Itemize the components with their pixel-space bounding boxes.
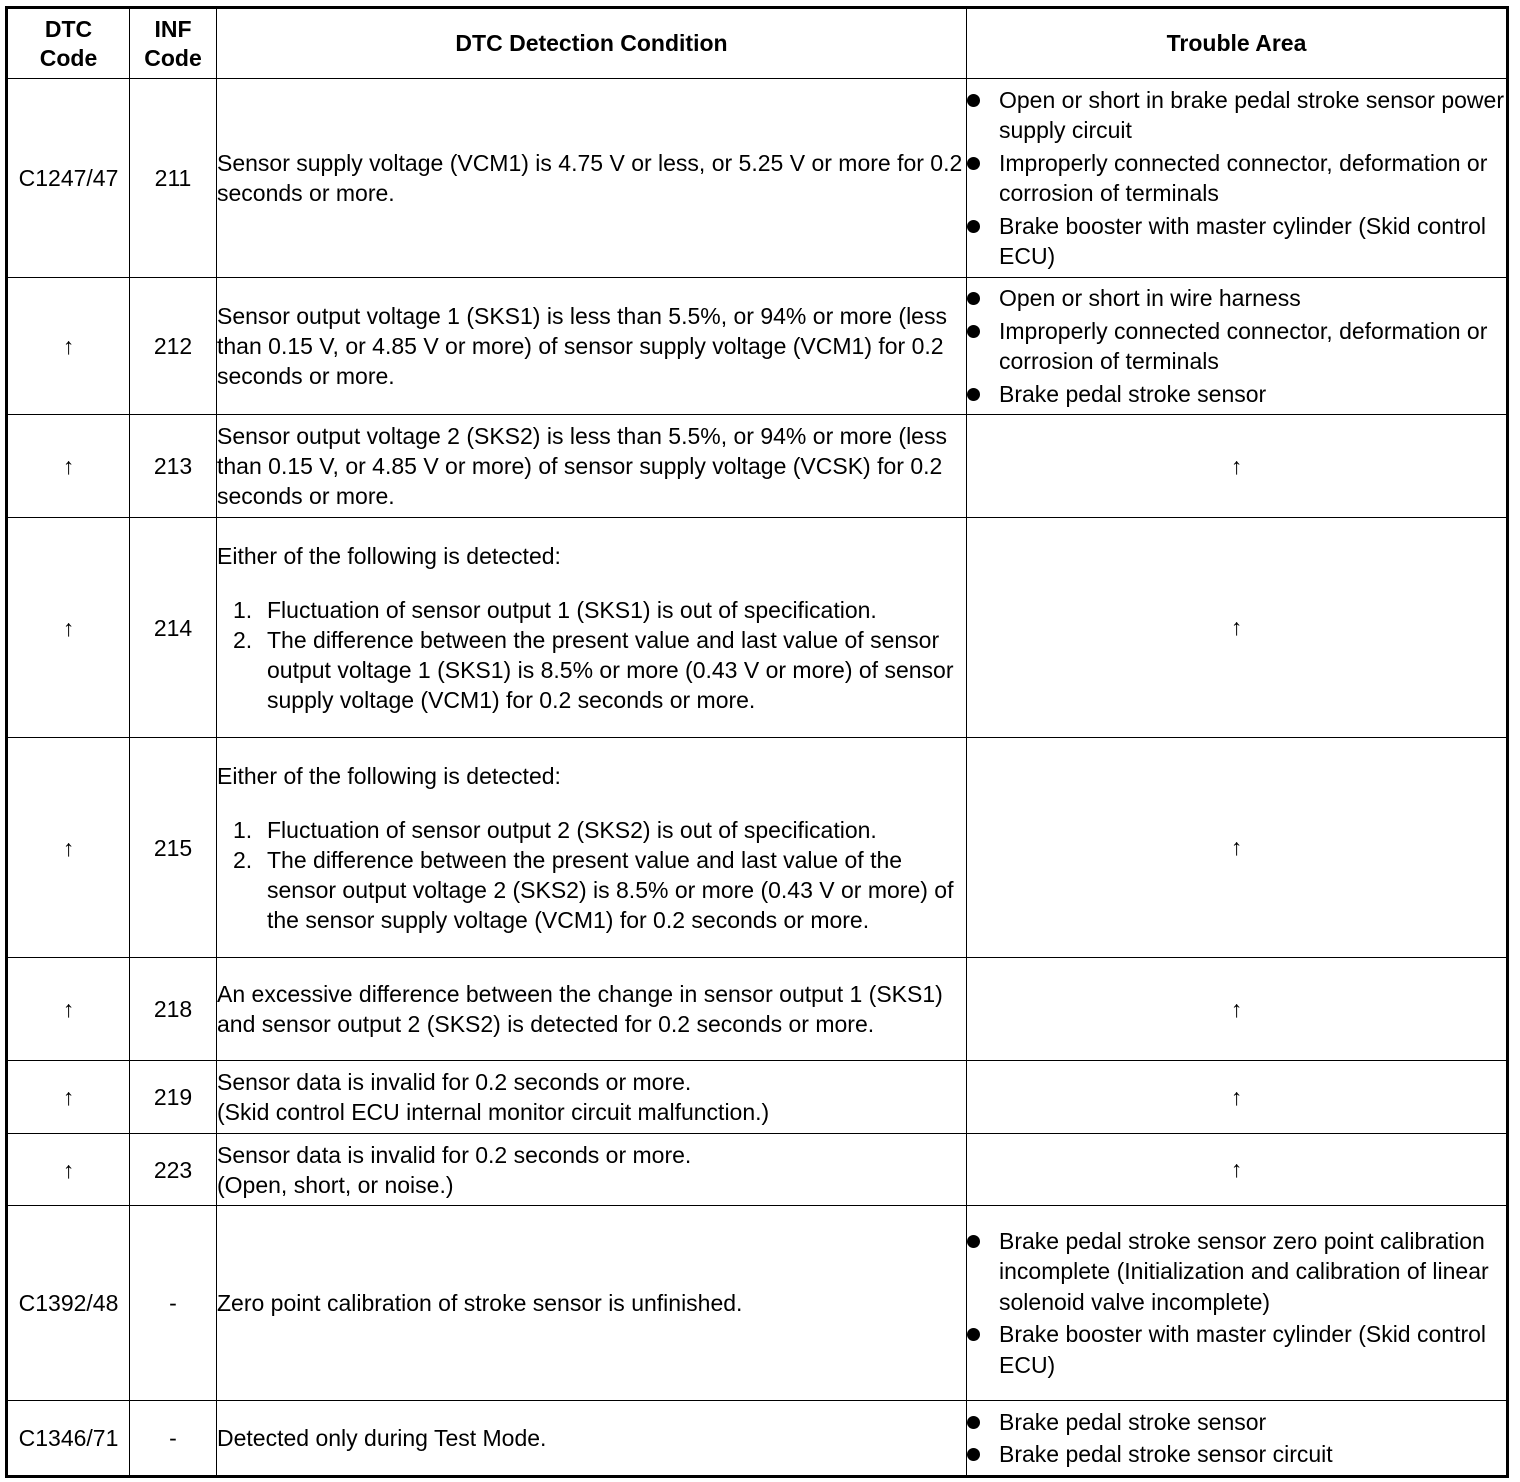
table-row [7, 958, 1508, 1061]
header-inf-line2: Code [144, 44, 202, 71]
trouble-area-same-arrow: ↑ [967, 415, 1508, 518]
table-row [7, 738, 1508, 958]
table-row [7, 278, 1508, 415]
trouble-area-cell [967, 79, 1508, 278]
step-text: Fluctuation of sensor output 1 (SKS1) is out of specification. [267, 596, 877, 623]
bullet-icon [967, 292, 980, 305]
trouble-area-cell [967, 278, 1508, 415]
trouble-area-same-arrow: ↑ [967, 518, 1508, 738]
dtc-code-cell: C1346/71 [7, 1401, 130, 1477]
trouble-area-text: Brake pedal stroke sensor [999, 380, 1267, 407]
trouble-area-text: Brake pedal stroke sensor zero point calibration incomplete (Initialization and calibration of linear solenoid valve incomplete) [999, 1227, 1489, 1315]
trouble-area-item [967, 211, 1506, 272]
bullet-icon [967, 1328, 980, 1341]
inf-code-cell: 212 [130, 278, 217, 415]
bullet-icon [967, 1448, 980, 1461]
dtc-table [5, 6, 1509, 1478]
detection-condition-cell [217, 518, 967, 738]
condition-line: Sensor data is invalid for 0.2 seconds or more. [217, 1069, 692, 1095]
trouble-area-item [967, 1439, 1506, 1470]
trouble-area-list [967, 1407, 1506, 1470]
condition-steps [217, 815, 966, 935]
table-row [7, 79, 1508, 278]
condition-text: Sensor output voltage 2 (SKS2) is less than 5.5%, or 94% or more (less than 0.15 V, or 4.85 V or more) of sensor supply voltage (VCSK) for 0.2 seconds or more. [217, 423, 947, 509]
condition-line: (Open, short, or noise.) [217, 1171, 454, 1198]
dtc-code-cell: ↑ [7, 1134, 130, 1206]
table-row [7, 518, 1508, 738]
trouble-area-cell [967, 1401, 1508, 1477]
table-row [7, 1134, 1508, 1206]
header-row [7, 8, 1508, 79]
step-number: 2. [233, 626, 253, 653]
trouble-area-item [967, 379, 1506, 410]
inf-code-cell: 218 [130, 958, 217, 1061]
header-dtc-code [7, 8, 130, 79]
dtc-code-cell: ↑ [7, 415, 130, 518]
inf-code-cell: 215 [130, 738, 217, 958]
table-row [7, 415, 1508, 518]
detection-condition-cell [217, 79, 967, 278]
step-number: 1. [233, 816, 253, 843]
trouble-area-text: Open or short in brake pedal stroke sensor power supply circuit [999, 86, 1504, 143]
condition-step [233, 845, 966, 935]
inf-code-cell: 213 [130, 415, 217, 518]
bullet-icon [967, 388, 980, 401]
trouble-area-item [967, 1226, 1506, 1318]
header-dtc-line1: DTC [44, 15, 93, 42]
trouble-area-text: Brake booster with master cylinder (Skid control ECU) [999, 212, 1487, 269]
dtc-code-cell: ↑ [7, 278, 130, 415]
trouble-area-list [967, 1226, 1506, 1381]
trouble-area-text: Improperly connected connector, deformation or corrosion of terminals [999, 149, 1488, 206]
trouble-area-same-arrow: ↑ [967, 1061, 1508, 1134]
inf-code-cell: 211 [130, 79, 217, 278]
header-inf-line1: INF [154, 15, 192, 42]
trouble-area-item [967, 85, 1506, 146]
bullet-icon [967, 1416, 980, 1429]
condition-step [233, 595, 966, 625]
bullet-icon [967, 157, 980, 170]
condition-lead: Either of the following is detected: [217, 542, 561, 569]
trouble-area-cell [967, 1206, 1508, 1401]
dtc-code-cell: C1392/48 [7, 1206, 130, 1401]
dtc-code-cell: ↑ [7, 738, 130, 958]
step-text: Fluctuation of sensor output 2 (SKS2) is out of specification. [267, 816, 877, 843]
detection-condition-cell [217, 1134, 967, 1206]
trouble-area-same-arrow: ↑ [967, 1134, 1508, 1206]
trouble-area-item [967, 316, 1506, 377]
inf-code-cell: 214 [130, 518, 217, 738]
detection-condition-cell [217, 415, 967, 518]
condition-lead: Either of the following is detected: [217, 762, 561, 789]
condition-step [233, 625, 966, 715]
condition-text: Zero point calibration of stroke sensor is unfinished. [217, 1290, 743, 1316]
bullet-icon [967, 94, 980, 107]
trouble-area-list [967, 283, 1506, 409]
dtc-code-cell: C1247/47 [7, 79, 130, 278]
bullet-icon [967, 325, 980, 338]
step-number: 2. [233, 846, 253, 873]
condition-line: Sensor data is invalid for 0.2 seconds or more. [217, 1141, 692, 1168]
condition-line: (Skid control ECU internal monitor circuit malfunction.) [217, 1099, 770, 1125]
dtc-code-cell: ↑ [7, 518, 130, 738]
trouble-area-same-arrow: ↑ [967, 738, 1508, 958]
inf-code-cell: 219 [130, 1061, 217, 1134]
detection-condition-cell [217, 1061, 967, 1134]
table-row [7, 1061, 1508, 1134]
table-row [7, 1401, 1508, 1477]
trouble-area-item [967, 148, 1506, 209]
trouble-area-text: Improperly connected connector, deformation or corrosion of terminals [999, 317, 1488, 374]
detection-condition-cell [217, 738, 967, 958]
trouble-area-text: Open or short in wire harness [999, 285, 1301, 311]
condition-step [233, 815, 966, 845]
condition-steps [217, 595, 966, 715]
trouble-area-item [967, 1407, 1506, 1438]
step-number: 1. [233, 596, 253, 623]
table-row [7, 1206, 1508, 1401]
trouble-area-list [967, 85, 1506, 272]
inf-code-cell: 223 [130, 1134, 217, 1206]
step-text: The difference between the present value and last value of sensor output voltage 1 (SKS1) is 8.5% or more (0.43 V or more) of sensor supply voltage (VCM1) for 0.2 seconds or more. [267, 626, 954, 713]
trouble-area-same-arrow: ↑ [967, 958, 1508, 1061]
step-text: The difference between the present value and last value of the sensor output voltage 2 (SKS2) is 8.5% or more (0.43 V or more) of the sensor supply voltage (VCM1) for 0.2 seconds or more. [267, 846, 954, 933]
inf-code-cell: - [130, 1401, 217, 1477]
trouble-area-text: Brake pedal stroke sensor circuit [999, 1441, 1333, 1467]
condition-text: An excessive difference between the change in sensor output 1 (SKS1) and sensor output 2 (SKS2) is detected for 0.2 seconds or more. [217, 981, 943, 1037]
detection-condition-cell [217, 278, 967, 415]
detection-condition-cell [217, 1401, 967, 1477]
condition-text: Sensor output voltage 1 (SKS1) is less than 5.5%, or 94% or more (less than 0.15 V, or 4.85 V or more) of sensor supply voltage (VCM1) for 0.2 seconds or more. [217, 303, 947, 389]
detection-condition-cell [217, 1206, 967, 1401]
header-inf-code [130, 8, 217, 79]
bullet-icon [967, 220, 980, 233]
dtc-code-cell: ↑ [7, 1061, 130, 1134]
bullet-icon [967, 1235, 980, 1248]
condition-text: Sensor supply voltage (VCM1) is 4.75 V or less, or 5.25 V or more for 0.2 seconds or more. [217, 150, 963, 206]
header-trouble-area: Trouble Area [967, 8, 1508, 79]
trouble-area-text: Brake pedal stroke sensor [999, 1408, 1267, 1435]
dtc-code-cell: ↑ [7, 958, 130, 1061]
trouble-area-item [967, 283, 1506, 314]
inf-code-cell: - [130, 1206, 217, 1401]
trouble-area-item [967, 1319, 1506, 1380]
header-dtc-line2: Code [39, 44, 98, 71]
condition-text: Detected only during Test Mode. [217, 1425, 547, 1451]
detection-condition-cell [217, 958, 967, 1061]
trouble-area-text: Brake booster with master cylinder (Skid control ECU) [999, 1321, 1487, 1378]
header-detection-condition: DTC Detection Condition [217, 8, 967, 79]
